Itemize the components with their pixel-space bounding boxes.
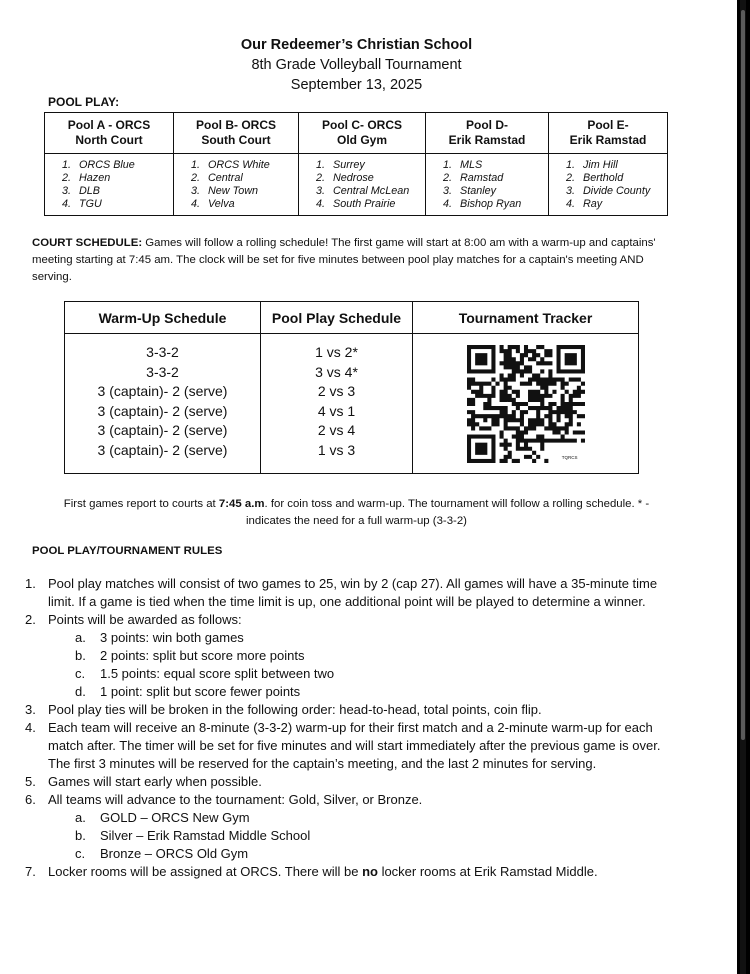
team-number: 1. xyxy=(315,159,325,171)
pool-table xyxy=(44,112,668,216)
team-entry xyxy=(303,185,421,198)
rule-item xyxy=(25,863,665,881)
sub-item xyxy=(48,845,665,863)
warmup-entry: 3-3-2 xyxy=(146,344,179,360)
team-entry xyxy=(49,172,169,185)
team-name: DLB xyxy=(79,185,101,197)
warmup-schedule-cell xyxy=(65,334,261,474)
team-number: 3. xyxy=(565,185,575,197)
pool-e-name: Pool E- xyxy=(587,118,629,132)
pool-b-name: Pool B- ORCS xyxy=(196,118,276,132)
team-number: 2. xyxy=(315,172,325,184)
team-number: 1. xyxy=(442,159,452,171)
team-name: MLS xyxy=(460,159,483,171)
team-name: Stanley xyxy=(460,185,497,197)
team-name: New Town xyxy=(208,185,259,197)
match-entry: 4 vs 1 xyxy=(317,402,356,419)
warmup-entry: 3 (captain)- 2 (serve) xyxy=(97,441,228,458)
team-entry xyxy=(178,172,294,185)
team-name: Hazen xyxy=(79,172,111,184)
pool-d-teams xyxy=(426,154,549,216)
sub-text: Silver – Erik Ramstad Middle School xyxy=(100,828,311,843)
team-name: Velva xyxy=(208,198,235,210)
sub-text: 3 points: win both games xyxy=(100,630,244,645)
team-entry xyxy=(303,159,421,172)
rule-number: 5. xyxy=(25,774,36,789)
sub-item xyxy=(48,629,665,647)
rule-number: 7. xyxy=(25,864,36,879)
sub-item xyxy=(48,809,665,827)
rules-list xyxy=(25,575,665,881)
team-entry xyxy=(49,159,169,172)
first-games-text-rest: . for coin toss and warm-up. The tournament will follow a rolling schedule. * - indicates the need for a full warm-up (3-3-2) xyxy=(246,498,650,527)
sub-text: 1 point: split but score fewer points xyxy=(100,684,301,699)
sub-item xyxy=(48,665,665,683)
team-name: Divide County xyxy=(583,185,651,197)
team-entry xyxy=(553,159,663,172)
rule-text: All teams will advance to the tournament: Gold, Silver, or Bronze. xyxy=(48,792,423,807)
pool-play-schedule-cell xyxy=(261,334,413,474)
sub-letter: d. xyxy=(75,684,86,699)
team-entry xyxy=(553,172,663,185)
team-entry xyxy=(430,185,544,198)
rule-number: 6. xyxy=(25,792,36,807)
team-name: Jim Hill xyxy=(583,159,618,171)
pool-c-teams xyxy=(299,154,426,216)
rule-text: Locker rooms will be assigned at ORCS. There will be xyxy=(48,864,363,879)
team-entry xyxy=(178,198,294,211)
warmup-entry: 3 (captain)- 2 (serve) xyxy=(97,383,228,399)
rule-emphasis: no xyxy=(362,864,378,879)
team-entry xyxy=(303,198,421,211)
rule-item xyxy=(25,773,665,791)
team-name: Berthold xyxy=(583,172,624,184)
first-games-text: First games report to courts at xyxy=(63,498,219,510)
team-number: 2. xyxy=(61,172,71,184)
pool-e-location: Erik Ramstad xyxy=(569,133,647,147)
pool-e-header xyxy=(549,113,668,154)
team-number: 4. xyxy=(190,198,200,210)
court-schedule-label: COURT SCHEDULE: xyxy=(32,237,143,249)
sub-item xyxy=(48,827,665,845)
schedule-header-row xyxy=(65,302,639,334)
scrollbar-thumb[interactable] xyxy=(741,10,745,740)
rule-text: Games will start early when possible. xyxy=(48,774,262,789)
pool-d-location: Erik Ramstad xyxy=(448,133,526,147)
rule-number: 1. xyxy=(25,576,36,591)
tournament-tracker-header: Tournament Tracker xyxy=(413,302,639,334)
tournament-tracker-cell xyxy=(413,334,639,474)
pool-d-name: Pool D- xyxy=(466,118,508,132)
qr-code-label: TQRCS xyxy=(561,455,578,460)
sub-text: 1.5 points: equal score split between two xyxy=(100,666,335,681)
rule-text-rest: locker rooms at Erik Ramstad Middle. xyxy=(377,864,598,879)
pool-d-header xyxy=(426,113,549,154)
rule-item xyxy=(25,575,665,611)
team-number: 1. xyxy=(61,159,71,171)
team-entry xyxy=(553,185,663,198)
team-name: ORCS Blue xyxy=(79,159,135,171)
warmup-entry: 3 (captain)- 2 (serve) xyxy=(97,402,228,419)
team-number: 2. xyxy=(565,172,575,184)
sub-letter: a. xyxy=(75,630,86,645)
rule-text: Pool play ties will be broken in the following order: head-to-head, total points, coin flip. xyxy=(48,702,542,717)
schedule-table xyxy=(64,301,639,474)
rule-item xyxy=(25,719,665,773)
team-name: Bishop Ryan xyxy=(460,198,522,210)
rule-item xyxy=(25,701,665,719)
pool-b-teams xyxy=(174,154,299,216)
match-entry: 1 vs 2* xyxy=(315,344,358,360)
sub-letter: b. xyxy=(75,828,86,843)
team-number: 4. xyxy=(315,198,325,210)
warmup-schedule-header: Warm-Up Schedule xyxy=(65,302,261,334)
rule-number: 2. xyxy=(25,612,36,627)
match-entry: 2 vs 3 xyxy=(317,383,356,399)
match-entry: 2 vs 4 xyxy=(317,422,356,438)
rules-heading: POOL PLAY/TOURNAMENT RULES xyxy=(32,545,223,557)
rule-text: Points will be awarded as follows: xyxy=(48,612,242,627)
sub-text: 2 points: split but score more points xyxy=(100,648,305,663)
team-number: 4. xyxy=(565,198,575,210)
points-sublist xyxy=(48,629,665,701)
team-number: 1. xyxy=(190,159,200,171)
warmup-entry: 3-3-2 xyxy=(146,363,179,380)
pool-header-row xyxy=(45,113,668,154)
division-sublist xyxy=(48,809,665,863)
sub-letter: c. xyxy=(75,666,86,681)
pool-a-name: Pool A - ORCS xyxy=(67,118,151,132)
team-number: 3. xyxy=(190,185,200,197)
team-entry xyxy=(49,198,169,211)
pool-teams-row xyxy=(45,154,668,216)
document-header xyxy=(0,35,713,95)
pool-b-location: South Court xyxy=(201,133,271,147)
match-entry: 1 vs 3 xyxy=(317,441,356,458)
event-title: 8th Grade Volleyball Tournament xyxy=(251,57,462,73)
team-entry xyxy=(49,185,169,198)
first-games-note xyxy=(40,496,673,530)
match-entry: 3 vs 4* xyxy=(315,363,358,380)
pool-e-teams xyxy=(549,154,668,216)
rule-text: Pool play matches will consist of two games to 25, win by 2 (cap 27). All games will have a 35-minute time limit. If a game is tied when the time limit is up, one additional point will be played to determine a winner. xyxy=(48,576,658,609)
team-entry xyxy=(178,159,294,172)
schedule-body-row xyxy=(65,334,639,474)
team-entry xyxy=(430,172,544,185)
warmup-entry: 3 (captain)- 2 (serve) xyxy=(97,422,228,438)
rule-number: 4. xyxy=(25,720,36,735)
team-name: South Prairie xyxy=(333,198,396,210)
team-name: Ray xyxy=(583,198,603,210)
sub-letter: b. xyxy=(75,648,86,663)
sub-text: GOLD – ORCS New Gym xyxy=(100,810,250,825)
tournament-tracker-qr-code[interactable] xyxy=(467,345,585,463)
pool-c-name: Pool C- ORCS xyxy=(322,118,402,132)
pool-a-header xyxy=(45,113,174,154)
rule-item xyxy=(25,611,665,701)
vertical-scrollbar[interactable] xyxy=(740,0,746,974)
team-name: ORCS White xyxy=(208,159,270,171)
pool-play-schedule-header: Pool Play Schedule xyxy=(261,302,413,334)
team-number: 4. xyxy=(61,198,71,210)
pool-c-header xyxy=(299,113,426,154)
qr-code-icon xyxy=(467,345,585,463)
sub-text: Bronze – ORCS Old Gym xyxy=(100,846,249,861)
first-games-time: 7:45 a.m xyxy=(218,498,265,510)
court-schedule-text: Games will follow a rolling schedule! The first game will start at 8:00 am with a warm-up and captains' meeting starting at 7:45 am. The clock will be set for five minutes between pool play matches for a captain's meeting AND serving. xyxy=(32,237,656,283)
team-entry xyxy=(430,159,544,172)
team-number: 2. xyxy=(442,172,452,184)
team-number: 1. xyxy=(565,159,575,171)
team-number: 3. xyxy=(442,185,452,197)
pool-c-location: Old Gym xyxy=(336,133,387,147)
sub-letter: a. xyxy=(75,810,86,825)
team-name: Surrey xyxy=(333,159,365,171)
team-name: Central McLean xyxy=(333,185,410,197)
pool-play-heading: POOL PLAY: xyxy=(48,95,120,109)
pool-b-header xyxy=(174,113,299,154)
team-entry xyxy=(178,185,294,198)
team-number: 4. xyxy=(442,198,452,210)
team-name: Ramstad xyxy=(460,172,504,184)
court-schedule-paragraph xyxy=(32,235,662,286)
school-name: Our Redeemer’s Christian School xyxy=(240,37,473,53)
sub-letter: c. xyxy=(75,846,86,861)
team-entry xyxy=(553,198,663,211)
sub-item xyxy=(48,683,665,701)
pool-a-location: North Court xyxy=(75,133,143,147)
rule-number: 3. xyxy=(25,702,36,717)
team-name: TGU xyxy=(79,198,102,210)
team-name: Nedrose xyxy=(333,172,374,184)
event-date: September 13, 2025 xyxy=(290,77,423,93)
sub-item xyxy=(48,647,665,665)
team-number: 3. xyxy=(61,185,71,197)
team-entry xyxy=(430,198,544,211)
team-name: Central xyxy=(208,172,243,184)
team-number: 3. xyxy=(315,185,325,197)
team-number: 2. xyxy=(190,172,200,184)
team-entry xyxy=(303,172,421,185)
rule-item xyxy=(25,791,665,863)
rule-text: Each team will receive an 8-minute (3-3-2) warm-up for their first match and a 2-minute warm-up for each match after. The timer will be set for five minutes and will start immediately after the previous game is over. The first 3 minutes will be reserved for the captain’s meeting, and the last 2 minutes for serving. xyxy=(48,720,661,771)
pool-a-teams xyxy=(45,154,174,216)
